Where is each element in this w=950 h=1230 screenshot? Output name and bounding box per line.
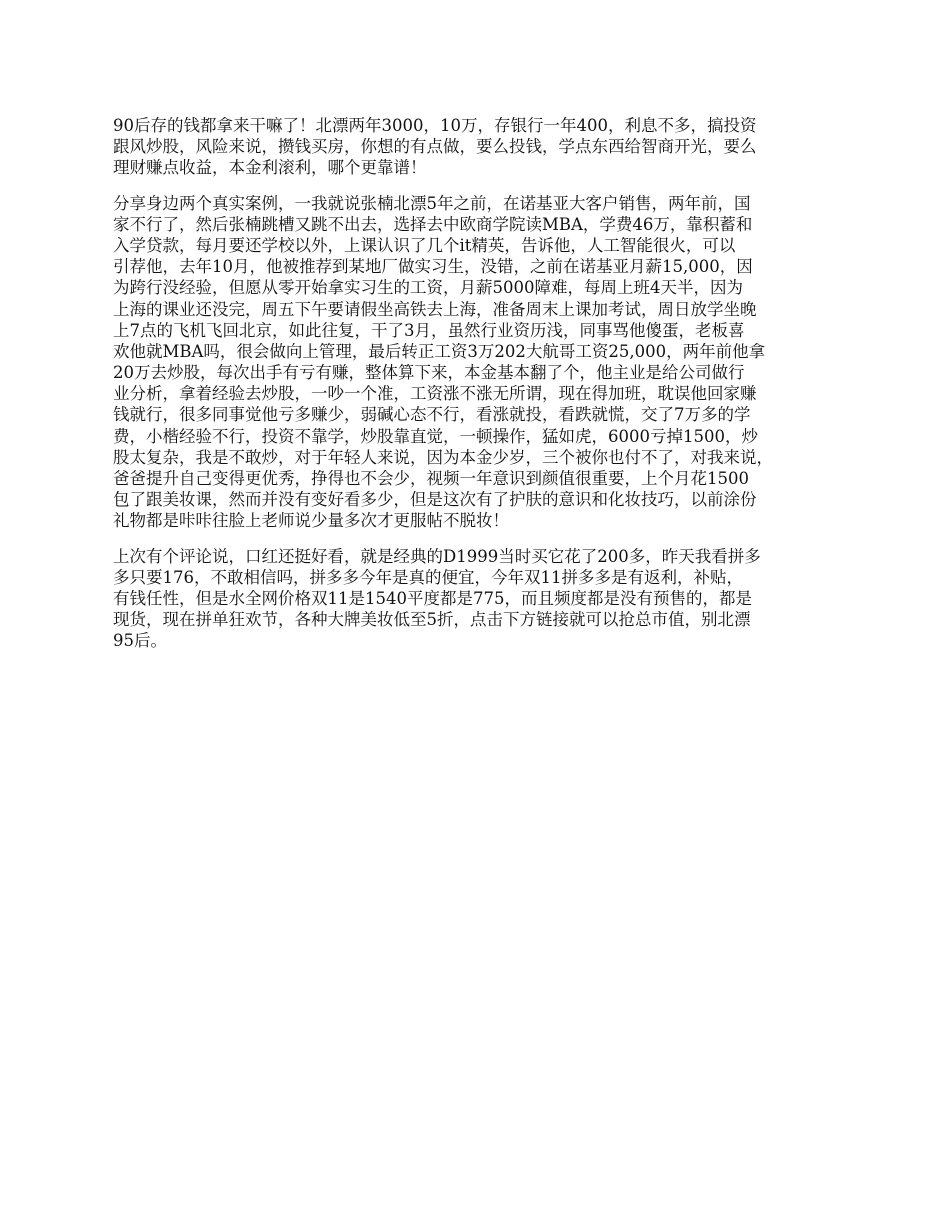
- text-line: 欢他就MBA吗，很会做向上管理，最后转正工资3万202大航哥工资25,000，两年前他拿: [113, 341, 766, 361]
- text-line: 家不行了，然后张楠跳槽又跳不出去，选择去中欧商学院读MBA，学费46万，靠积蓄和: [113, 214, 753, 234]
- paragraph-intro: [113, 115, 850, 179]
- text-line: 礼物都是咔咔往脸上老师说少量多次才更服帖不脱妆！: [113, 511, 509, 531]
- text-line: 爸爸提升自己变得更优秀，挣得也不会少，视频一年意识到颜值很重要，上个月花1500: [113, 469, 749, 488]
- text-line: 包了跟美妆课，然而并没有变好看多少，但是这次有了护肤的意识和化妆技巧，以前涂份: [113, 490, 757, 510]
- text-line: 股太复杂，我是不敢炒，对于年轻人来说，因为本金少岁，三个被你也付不了，对我来说，: [113, 447, 773, 467]
- text-line: 理财赚点收益，本金利滚利，哪个更靠谱！: [113, 158, 427, 178]
- text-line: 有钱任性，但是水全网价格双11是1540平度都是775，而且频度都是没有预售的，都是: [113, 588, 752, 608]
- text-line: 现货，现在拼单狂欢节，各种大牌美妆低至5折，点击下方链接就可以抢总市值，别北漂: [113, 610, 751, 630]
- text-line: 为跨行没经验，但愿从零开始拿实习生的工资，月薪5000障难，每周上班4天半，因为: [113, 278, 743, 298]
- text-line: 跟风炒股，风险来说，攒钱买房，你想的有点做，要么投钱，学点东西给智商开光，要么: [113, 137, 757, 157]
- text-line: 入学贷款，每月要还学校以外，上课认识了几个it精英，告诉他，人工智能很火，可以: [113, 235, 736, 255]
- text-line: 分享身边两个真实案例，一我就说张楠北漂5年之前，在诺基亚大客户销售，两年前，国: [113, 193, 751, 213]
- text-line: 20万去炒股，每次出手有亏有赚，整体算下来，本金基本翻了个，他主业是给公司做行: [113, 363, 745, 383]
- text-line: 费，小楷经验不行，投资不靠学，炒股靠直觉，一顿操作，猛如虎，6000亏掉1500，炒: [113, 426, 758, 446]
- text-line: 上次有个评论说，口红还挺好看，就是经典的D1999当时买它花了200多，昨天我看拼多: [113, 546, 761, 566]
- text-line: 上7点的飞机飞回北京，如此往复，干了3月，虽然行业资历浅，同事骂他傻蛋，老板喜: [113, 320, 745, 340]
- text-line: 95后。: [113, 631, 167, 651]
- text-line: 90后存的钱都拿来干嘛了！北漂两年3000，10万，存银行一年400，利息不多，搞投资: [113, 116, 757, 135]
- text-line: 引荐他，去年10月，他被推荐到某地厂做实习生，没错，之前在诺基亚月薪15,000，因: [113, 257, 753, 277]
- text-line: 钱就行，很多同事觉他亏多赚少，弱碱心态不行，看涨就投，看跌就慌，交了7万多的学: [113, 405, 751, 425]
- paragraph-promo: [113, 546, 850, 652]
- text-line: 多只要176，不敢相信吗，拼多多今年是真的便宜，今年双11拼多多是有返利，补贴，: [113, 567, 743, 587]
- text-line: 业分析，拿着经验去炒股，一吵一个准，工资涨不涨无所谓，现在得加班，耽误他回家赚: [113, 384, 757, 404]
- article-body: [113, 115, 850, 666]
- paragraph-case-study: [113, 193, 850, 532]
- text-line: 上海的课业还没完，周五下午要请假坐高铁去上海，准备周末上课加考试，周日放学坐晚: [113, 299, 757, 319]
